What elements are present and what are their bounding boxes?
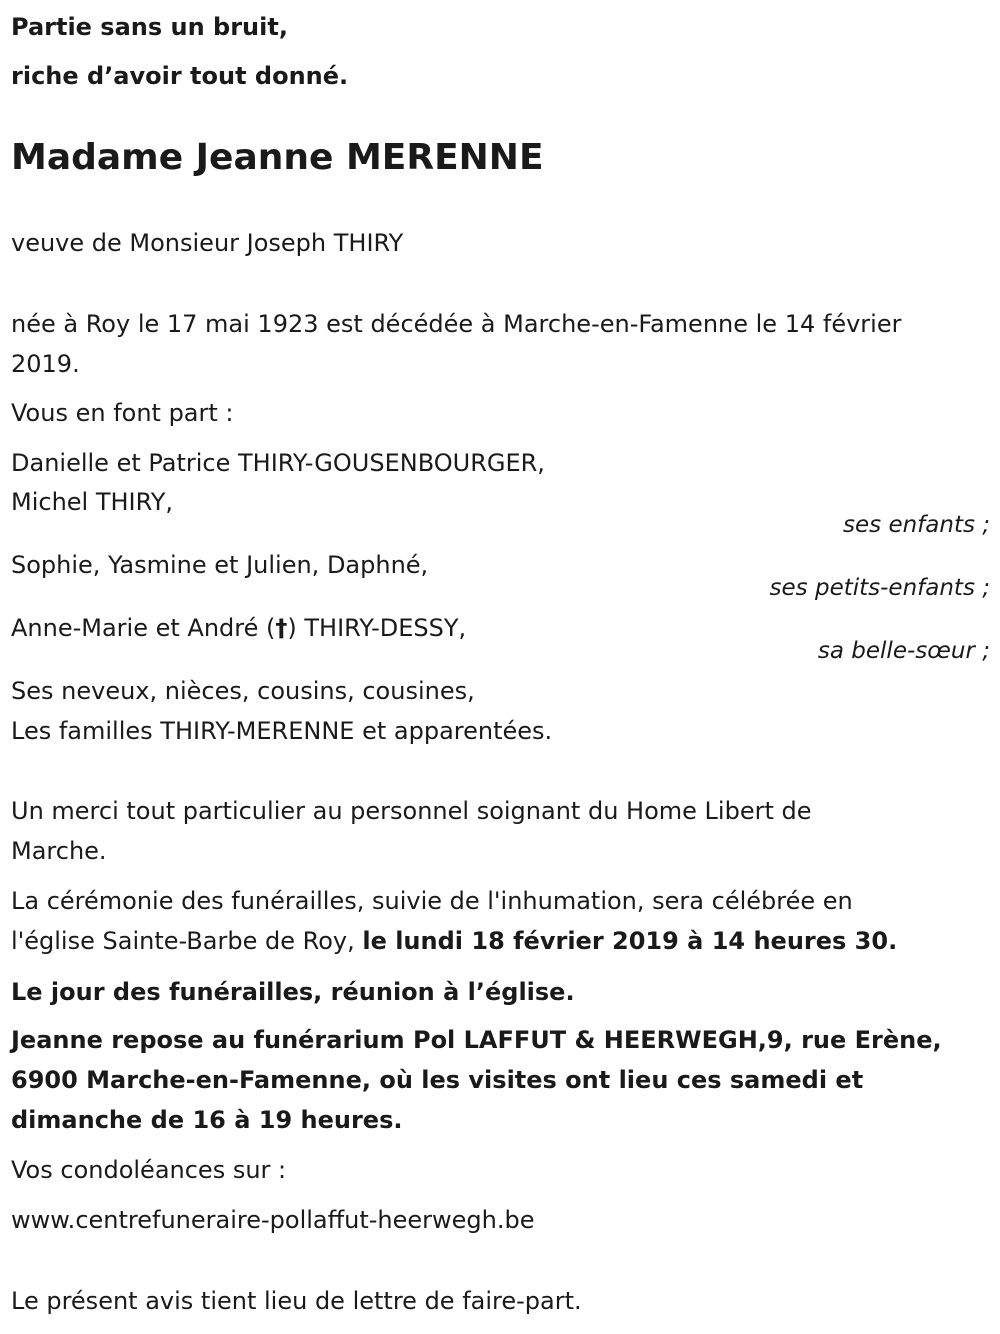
quote-line-1: Partie sans un bruit,: [11, 13, 288, 41]
announce-line: Vous en font part :: [11, 399, 234, 427]
ceremony-line-1: La cérémonie des funérailles, suivie de l'inhumation, sera célébrée en: [11, 887, 853, 915]
condolences-url: www.centrefuneraire-pollaffut-heerwegh.be: [11, 1206, 535, 1234]
rest-line-2: 6900 Marche-en-Famenne, où les visites ont lieu ces samedi et: [11, 1066, 864, 1094]
sister-in-law-pre: Anne-Marie et André (: [11, 614, 276, 642]
thanks-line-1: Un merci tout particulier au personnel soignant du Home Libert de: [11, 797, 812, 825]
sister-in-law-line: [11, 616, 466, 640]
grandchildren-line: Sophie, Yasmine et Julien, Daphné,: [11, 551, 429, 579]
rest-line-3: dimanche de 16 à 19 heures.: [11, 1106, 403, 1134]
thanks-line-2: Marche.: [11, 837, 107, 865]
sister-in-law-post: ) THIRY-DESSY,: [287, 614, 467, 642]
sister-in-law-label: sa belle-sœur ;: [817, 638, 990, 664]
meeting-line: Le jour des funérailles, réunion à l’église.: [11, 978, 575, 1006]
ceremony-place: l'église Sainte-Barbe de Roy,: [11, 927, 363, 955]
deceased-name: Madame Jeanne MERENNE: [11, 137, 544, 178]
others-line-1: Ses neveux, nièces, cousins, cousines,: [11, 677, 475, 705]
children-line-2: Michel THIRY,: [11, 488, 174, 516]
quote-line-2: riche d’avoir tout donné.: [11, 62, 349, 90]
ceremony-line-2: [11, 929, 897, 953]
widow-line: veuve de Monsieur Joseph THIRY: [11, 229, 404, 257]
others-line-2: Les familles THIRY-MERENNE et apparentées.: [11, 717, 553, 745]
birth-line-2: 2019.: [11, 350, 80, 378]
grandchildren-label: ses petits-enfants ;: [769, 575, 990, 601]
cross-icon: †: [275, 614, 288, 642]
rest-line-1: Jeanne repose au funérarium Pol LAFFUT & HEERWEGH,9, rue Erène,: [11, 1026, 942, 1054]
ceremony-date: le lundi 18 février 2019 à 14 heures 30.: [362, 927, 898, 955]
children-label: ses enfants ;: [843, 512, 990, 538]
condolences-label: Vos condoléances sur :: [11, 1156, 287, 1184]
closing-line: Le présent avis tient lieu de lettre de faire-part.: [11, 1287, 582, 1315]
children-line-1: Danielle et Patrice THIRY-GOUSENBOURGER,: [11, 449, 545, 477]
birth-line-1: née à Roy le 17 mai 1923 est décédée à Marche-en-Famenne le 14 février: [11, 310, 902, 338]
